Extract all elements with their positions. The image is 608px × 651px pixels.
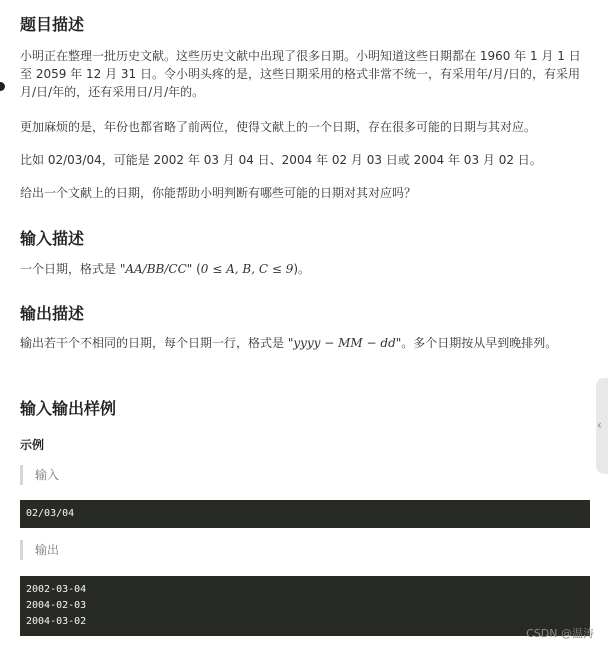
side-collapse-tab[interactable]	[596, 378, 608, 474]
input-text-mid: " (	[186, 262, 201, 276]
output-text-pre: 输出若干个不相同的日期，每个日期一行，格式是 "	[20, 336, 294, 350]
input-format-math: AA/BB/CC	[125, 262, 187, 276]
example-label: 示例	[20, 438, 45, 452]
output-label: 输出	[20, 540, 59, 560]
sample-output-block	[20, 576, 590, 636]
code-line: 2004-03-02	[26, 616, 87, 627]
input-range-math: 0 ≤ A, B, C ≤ 9	[200, 262, 294, 276]
code-line: 2004-02-03	[26, 600, 87, 611]
description-paragraph-4: 给出一个文献上的日期，你能帮助小明判断有哪些可能的日期对其对应吗？	[20, 186, 417, 200]
input-label: 输入	[20, 465, 59, 485]
input-text-post: )。	[293, 262, 311, 276]
output-heading: 输出描述	[20, 304, 85, 323]
output-format-math: yyyy − MM − dd	[293, 336, 396, 350]
description-paragraph-1: 小明正在整理一批历史文献。这些历史文献中出现了很多日期。小明知道这些日期都在 1960 年 1 月 1 日至 2059 年 12 月 31 日。令小明头疼的是，这些日期采用的格式非常不统一，有采用年/月/日的，有采用月/日/年的，还有采用日/月/年的。	[20, 49, 581, 99]
input-heading: 输入描述	[20, 229, 85, 248]
input-description	[20, 260, 588, 278]
description-paragraph-3: 比如 02/03/04，可能是 2002 年 03 月 04 日、2004 年 02 月 03 日或 2004 年 03 月 02 日。	[20, 153, 542, 167]
sample-input-block	[20, 500, 590, 528]
description-heading: 题目描述	[20, 15, 85, 34]
code-line: 02/03/04	[26, 508, 75, 519]
code-line: 2002-03-04	[26, 584, 87, 595]
sample-heading: 输入输出样例	[20, 399, 117, 418]
watermark: CSDN @温涛	[526, 627, 594, 640]
output-description	[20, 334, 588, 352]
input-text-pre: 一个日期，格式是 "	[20, 262, 126, 276]
bullet-dot	[0, 82, 5, 91]
chevron-left-icon: ‹	[597, 418, 602, 432]
output-text-post: "。多个日期按从早到晚排列。	[395, 336, 558, 350]
description-paragraph-2: 更加麻烦的是，年份也都省略了前两位，使得文献上的一个日期，存在很多可能的日期与其对应。	[20, 120, 537, 134]
